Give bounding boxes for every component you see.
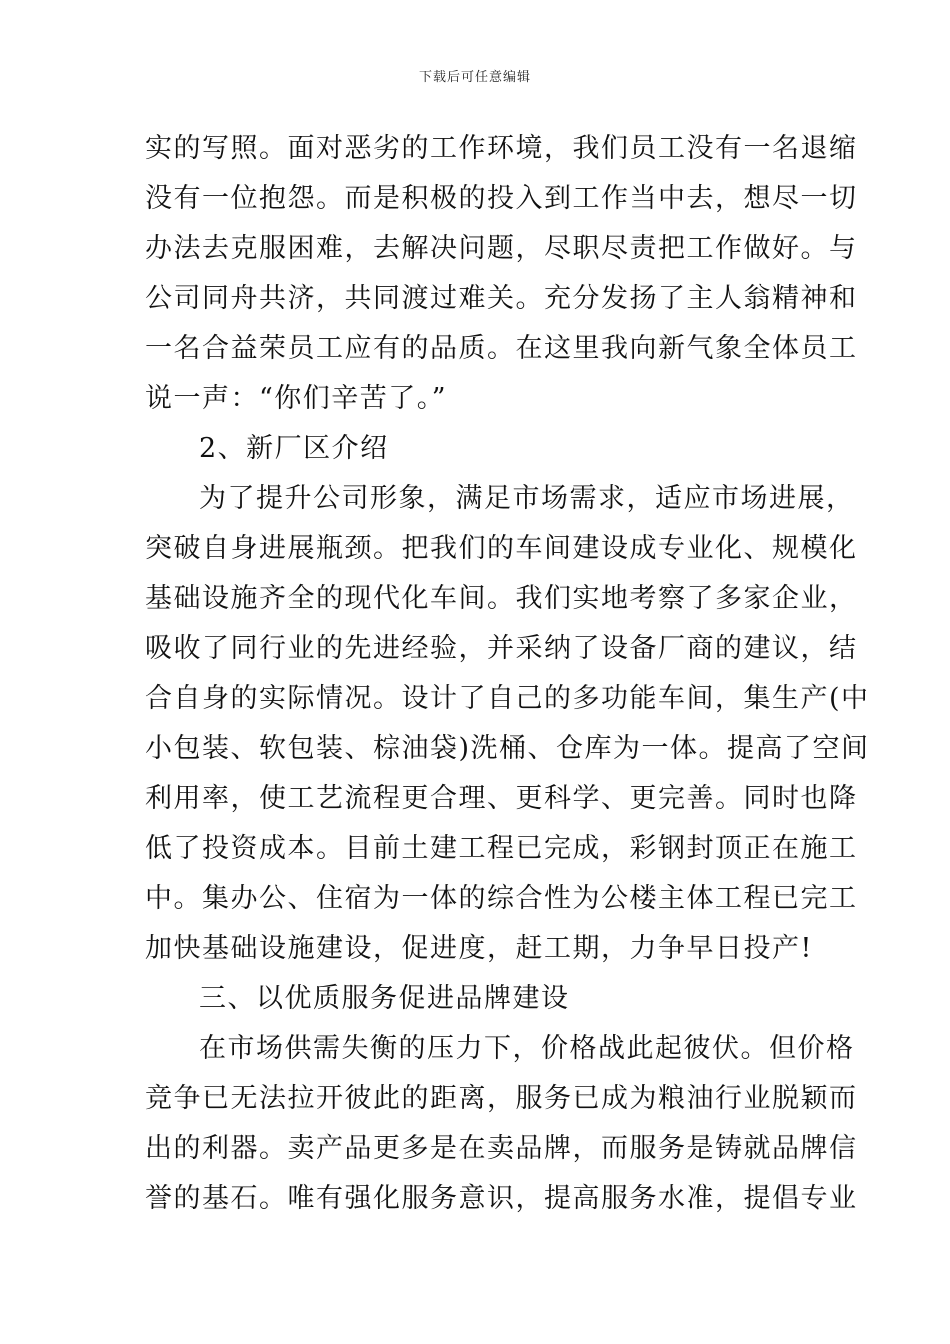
text-line: 实的写照。面对恶劣的工作环境，我们员工没有一名退缩 <box>145 133 858 164</box>
text-line: 公司同舟共济，共同渡过难关。充分发扬了主人翁精神和 <box>145 283 858 314</box>
text-line: 三、以优质服务促进品牌建设 <box>199 983 570 1014</box>
text-line: 在市场供需失衡的压力下，价格战此起彼伏。但价格 <box>199 1033 855 1064</box>
text-line: 中。集办公、住宿为一体的综合性为公楼主体工程已完工 <box>145 883 858 914</box>
text-line: 办法去克服困难，去解决问题，尽职尽责把工作做好。与 <box>145 233 858 264</box>
text-line: 2、新厂区介绍 <box>199 433 389 464</box>
text-line: 利用率，使工艺流程更合理、更科学、更完善。同时也降 <box>145 783 858 814</box>
page-header: 下载后可任意编辑 <box>418 70 531 85</box>
text-line: 吸收了同行业的先进经验，并采纳了设备厂商的建议，结 <box>145 633 858 664</box>
text-line: 加快基础设施建设，促进度，赶工期，力争早日投产! <box>145 933 813 964</box>
document-body <box>145 124 870 1224</box>
text-line: 出的利器。卖产品更多是在卖品牌，而服务是铸就品牌信 <box>145 1133 858 1164</box>
text-line: 一名合益荣员工应有的品质。在这里我向新气象全体员工 <box>145 333 858 364</box>
text-line: 基础设施齐全的现代化车间。我们实地考察了多家企业， <box>145 583 858 614</box>
text-line: 没有一位抱怨。而是积极的投入到工作当中去，想尽一切 <box>145 183 858 214</box>
text-line: 低了投资成本。目前土建工程已完成，彩钢封顶正在施工 <box>145 833 858 864</box>
text-line: 誉的基石。唯有强化服务意识，提高服务水准，提倡专业 <box>145 1183 858 1214</box>
text-line: 说一声：“你们辛苦了。” <box>145 383 448 414</box>
text-line: 为了提升公司形象，满足市场需求，适应市场进展， <box>199 483 855 514</box>
text-line: 竞争已无法拉开彼此的距离，服务已成为粮油行业脱颖而 <box>145 1083 858 1114</box>
text-line: 合自身的实际情况。设计了自己的多功能车间，集生产(中 <box>145 683 870 714</box>
text-line: 突破自身进展瓶颈。把我们的车间建设成专业化、规模化 <box>145 533 858 564</box>
text-line: 小包装、软包装、棕油袋)洗桶、仓库为一体。提高了空间 <box>145 733 870 764</box>
